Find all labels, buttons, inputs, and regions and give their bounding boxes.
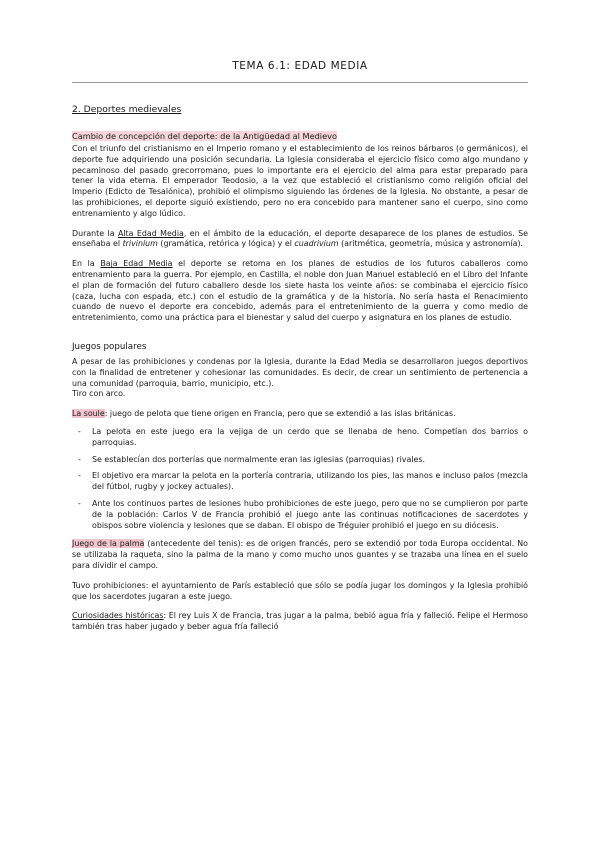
dash-bullet: - bbox=[78, 498, 81, 508]
list-item-text: La pelota en este juego era la vejiga de un cerdo que se llenaba de heno. Competían dos barrios o parroquias. bbox=[92, 426, 528, 447]
list-item-text: Se establecían dos porterías que normalmente eran las iglesias (parroquias) rivales. bbox=[92, 454, 425, 464]
title-divider bbox=[72, 82, 528, 83]
section-heading: 2. Deportes medievales bbox=[72, 104, 182, 115]
term-curiosidades: Curiosidades históricas bbox=[72, 611, 164, 621]
text-fragment: (gramática, retórica y lógica) y el bbox=[157, 239, 295, 249]
paragraph-archery: Tiro con arco. bbox=[72, 389, 126, 399]
paragraph-baja-edad-media bbox=[72, 259, 528, 324]
term-baja-edad-media: Baja Edad Media bbox=[100, 259, 173, 269]
text-fragment: : juego de pelota que tiene origen en Francia, pero que se extendió a las islas británicas. bbox=[104, 409, 456, 419]
soule-list bbox=[72, 427, 528, 531]
paragraph-intro: Con el triunfo del cristianismo en el Imperio romano y el establecimiento de los reinos bárbaros (o germánicos), el deporte fue adquiriendo una posición secundaria. La Iglesia consideraba el ejercicio físico como algo mundano y pecaminoso del pasado grecorromano, pues lo importante era el ejercicio del alma para estar preparado para tener la vida eterna. El emperador Teodosio, a la vez que estableció el cristianismo como religión oficial del Imperio (Edicto de Tesalónica), prohibió el olimpismo siguiendo las órdenes de la Iglesia. No obstante, a pesar de las prohibiciones, el deporte siguió existiendo, pero no era concebido para mantener sano el cuerpo, sino como entrenamiento y algo lúdico. bbox=[72, 144, 528, 218]
paragraph-alta-edad-media bbox=[72, 229, 528, 251]
games-heading: Juegos populares bbox=[72, 341, 147, 352]
paragraph-curiosities bbox=[72, 611, 528, 633]
list-item bbox=[72, 499, 528, 531]
list-item-text: El objetivo era marcar la pelota en la portería contraria, utilizando los pies, las manos e incluso palos (mezcla del fútbol, rugby y jockey actuales). bbox=[92, 471, 528, 492]
document-body bbox=[72, 104, 528, 642]
term-juego-de-la-palma: Juego de la palma bbox=[72, 539, 145, 549]
subheading-highlighted: Cambio de concepción del deporte: de la Antigüedad al Medievo bbox=[72, 131, 337, 141]
text-fragment: Durante la bbox=[72, 228, 118, 238]
text-fragment: En la bbox=[72, 259, 101, 269]
dash-bullet: - bbox=[78, 426, 81, 436]
paragraph-prohibitions: Tuvo prohibiciones: el ayuntamiento de París estableció que sólo se podía jugar los domingos y la Iglesia prohibió que los sacerdotes jugaran a este juego. bbox=[72, 580, 528, 601]
text-fragment: (aritmética, geometría, música y astronomía). bbox=[338, 239, 524, 249]
list-item-text: Ante los continuos partes de lesiones hubo prohibiciones de este juego, pero que no se cumplieron por parte de la población: Carlos V de Francia prohibió el juego ante las continuas notificaciones de sacerdotes y obispos sobre violencia y lesiones que se daban. El obispo de Tréguier prohibió el juego en su diócesis. bbox=[92, 498, 528, 530]
dash-bullet: - bbox=[78, 471, 81, 481]
list-item bbox=[72, 455, 528, 466]
paragraph-soule bbox=[72, 409, 528, 420]
dash-bullet: - bbox=[78, 454, 81, 464]
paragraph-palma bbox=[72, 539, 528, 571]
term-soule: La soule bbox=[72, 409, 105, 419]
list-item bbox=[72, 427, 528, 449]
term-alta-edad-media: Alta Edad Media bbox=[117, 228, 184, 238]
paragraph-games: A pesar de las prohibiciones y condenas por la Iglesia, durante la Edad Media se desarrollaron juegos deportivos con la finalidad de entretener y cohesionar las comunidades. Es decir, de crear un sentimiento de pertenencia a una comunidad (parroquia, barrio, municipio, etc.). bbox=[72, 356, 528, 388]
list-item bbox=[72, 471, 528, 493]
term-quadrivium: cuadrivium bbox=[294, 239, 339, 249]
document-title: TEMA 6.1: EDAD MEDIA bbox=[232, 60, 368, 72]
term-trivium: trivinium bbox=[122, 239, 158, 249]
text-fragment: , en el ámbito de la educación, el deporte desaparece de los planes de estudios. Se enseñaba el bbox=[72, 228, 529, 249]
text-fragment: (antecedente del tenis): es de origen francés, pero se extendió por toda Europa occidental. No se utilizaba la raqueta, sino la palma de la mano y como mucho unos guantes y se trazaba una línea en el suelo para dividir el campo. bbox=[72, 539, 528, 570]
text-fragment: : El rey Luis X de Francia, tras jugar a la palma, bebió agua fría y falleció. Felipe el Hermoso también tras haber jugado y beber agua fría falleció bbox=[72, 611, 528, 632]
text-fragment: el deporte se retoma en los planes de estudios de los futuros caballeros como entrenamiento para la guerra. Por ejemplo, en Castilla, el noble don Juan Manuel estableció en el Libro del Infante el plan de formación del futuro caballero desde los siete hasta los veinte años: se combinaba el ejercicio físico (caza, lucha con espada, etc.) con el estudio de la gramática y de la historia. No sería hasta el Renacimiento cuando de nuevo el deporte era concebido, además para el entretenimiento de la guerra y como medio de entretenimiento, como una práctica para el bienestar y salud del cuerpo y asignatura en los planes de estudio. bbox=[72, 259, 529, 323]
